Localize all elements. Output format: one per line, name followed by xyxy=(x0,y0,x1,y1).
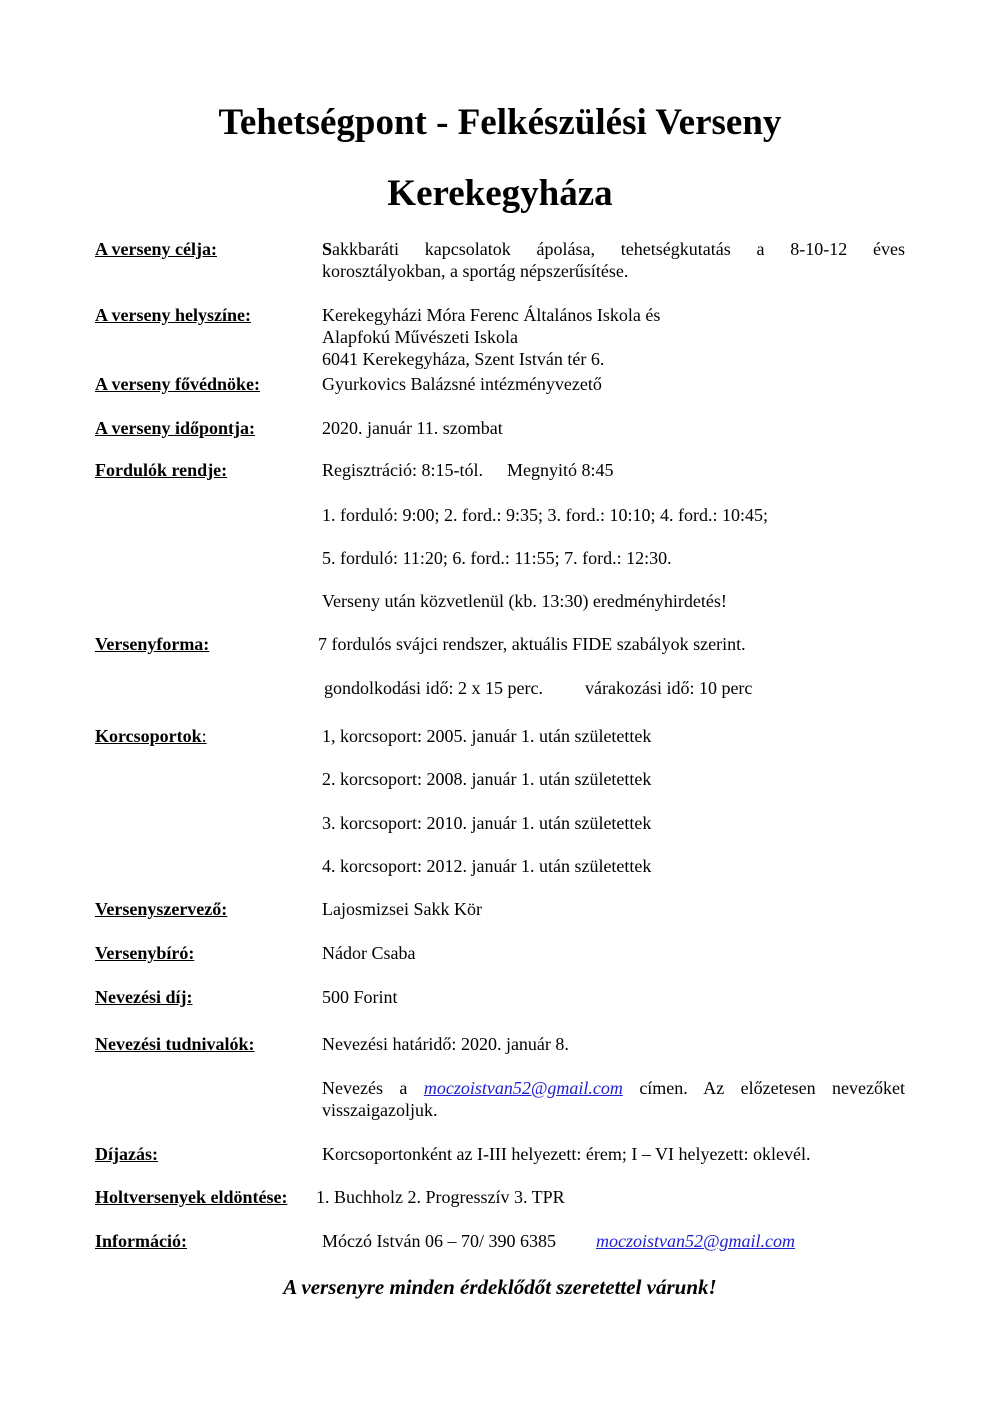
label-fovednoke: A verseny fővédnöke: xyxy=(95,374,260,394)
korcsoport-item: 3. korcsoport: 2010. január 1. után születettek xyxy=(322,813,652,833)
label-korcsoportok xyxy=(95,725,207,747)
page-title: Tehetségpont - Felkészülési Verseny xyxy=(218,102,782,143)
value-dij: 500 Forint xyxy=(322,987,398,1007)
label-dij: Nevezési díj: xyxy=(95,987,193,1007)
value-dijazas: Korcsoportonként az I-III helyezett: érem; I – VI helyezett: oklevél. xyxy=(322,1144,811,1164)
helyszine-line: Alapfokú Művészeti Iskola xyxy=(322,327,518,347)
celja-first-letter: S xyxy=(322,239,333,259)
celja-text: akkbaráti kapcsolatok ápolása, tehetségkutatás a 8-10-12 éves korosztályokban, a sportág népszerűsítése. xyxy=(322,239,905,281)
value-fordulok-4: Verseny után közvetlenül (kb. 13:30) eredményhirdetés! xyxy=(322,591,727,611)
email-link[interactable]: moczoistvan52@gmail.com xyxy=(423,1078,623,1098)
page-subtitle: Kerekegyháza xyxy=(387,173,613,214)
wait-time: várakozási idő: 10 perc xyxy=(584,678,753,698)
value-fordulok-2: 1. forduló: 9:00; 2. ford.: 9:35; 3. ford.: 10:10; 4. ford.: 10:45; xyxy=(322,505,768,525)
value-fordulok-3: 5. forduló: 11:20; 6. ford.: 11:55; 7. ford.: 12:30. xyxy=(322,548,672,568)
value-deadline: Nevezési határidő: 2020. január 8. xyxy=(322,1034,569,1054)
label-tudnivalok: Nevezési tudnivalók: xyxy=(95,1034,255,1054)
label-biro: Versenybíró: xyxy=(95,943,195,963)
value-tudnivalok-2 xyxy=(322,1077,905,1121)
think-time: gondolkodási idő: 2 x 15 perc. xyxy=(324,678,543,698)
value-idopontja: 2020. január 11. szombat xyxy=(322,418,503,438)
label-idopontja: A verseny időpontja: xyxy=(95,418,256,438)
footer-invitation: A versenyre minden érdeklődőt szeretettel várunk! xyxy=(283,1275,717,1299)
value-biro: Nádor Csaba xyxy=(322,943,416,963)
label-dijazas: Díjazás: xyxy=(95,1144,158,1164)
label-informacio: Információ: xyxy=(95,1231,187,1251)
registration-time: Regisztráció: 8:15-tól. xyxy=(322,460,483,480)
helyszine-line: Kerekegyházi Móra Ferenc Általános Iskola és xyxy=(322,305,661,325)
value-versenyforma-2 xyxy=(324,677,907,699)
value-versenyforma-1: 7 fordulós svájci rendszer, aktuális FIDE szabályok szerint. xyxy=(318,634,746,654)
label-holtverseny: Holtversenyek eldöntése: xyxy=(95,1187,288,1207)
email-link[interactable]: moczoistvan52@gmail.com xyxy=(595,1231,796,1251)
label-fordulok: Fordulók rendje: xyxy=(95,460,228,480)
nevezes-suffix: címen. Az előzetesen nevezőket visszaigazoljuk. xyxy=(322,1078,906,1120)
label-versenyforma: Versenyforma: xyxy=(95,634,210,654)
contact-phone: Móczó István 06 – 70/ 390 6385 xyxy=(322,1231,556,1251)
value-fordulok-1 xyxy=(322,459,905,481)
korcsoport-item: 4. korcsoport: 2012. január 1. után születettek xyxy=(322,856,652,876)
value-fovednoke: Gyurkovics Balázsné intézményvezető xyxy=(322,374,602,394)
value-helyszine xyxy=(322,304,905,370)
korcsoport-item: 1, korcsoport: 2005. január 1. után születettek xyxy=(322,726,652,746)
value-szervezo: Lajosmizsei Sakk Kör xyxy=(322,899,482,919)
label-celja: A verseny célja: xyxy=(95,239,217,259)
label-korcsoportok-colon: : xyxy=(201,726,207,746)
label-korcsoportok-text: Korcsoportok xyxy=(95,726,202,746)
korcsoport-item: 2. korcsoport: 2008. január 1. után születettek xyxy=(322,769,652,789)
opening-time: Megnyitó 8:45 xyxy=(506,460,614,480)
label-szervezo: Versenyszervező: xyxy=(95,899,228,919)
value-holtverseny: 1. Buchholz 2. Progresszív 3. TPR xyxy=(316,1187,565,1207)
label-helyszine: A verseny helyszíne: xyxy=(95,305,251,325)
nevezes-prefix: Nevezés a xyxy=(322,1078,408,1098)
value-celja xyxy=(322,238,905,282)
value-informacio xyxy=(322,1230,905,1252)
helyszine-line: 6041 Kerekegyháza, Szent István tér 6. xyxy=(322,349,605,369)
